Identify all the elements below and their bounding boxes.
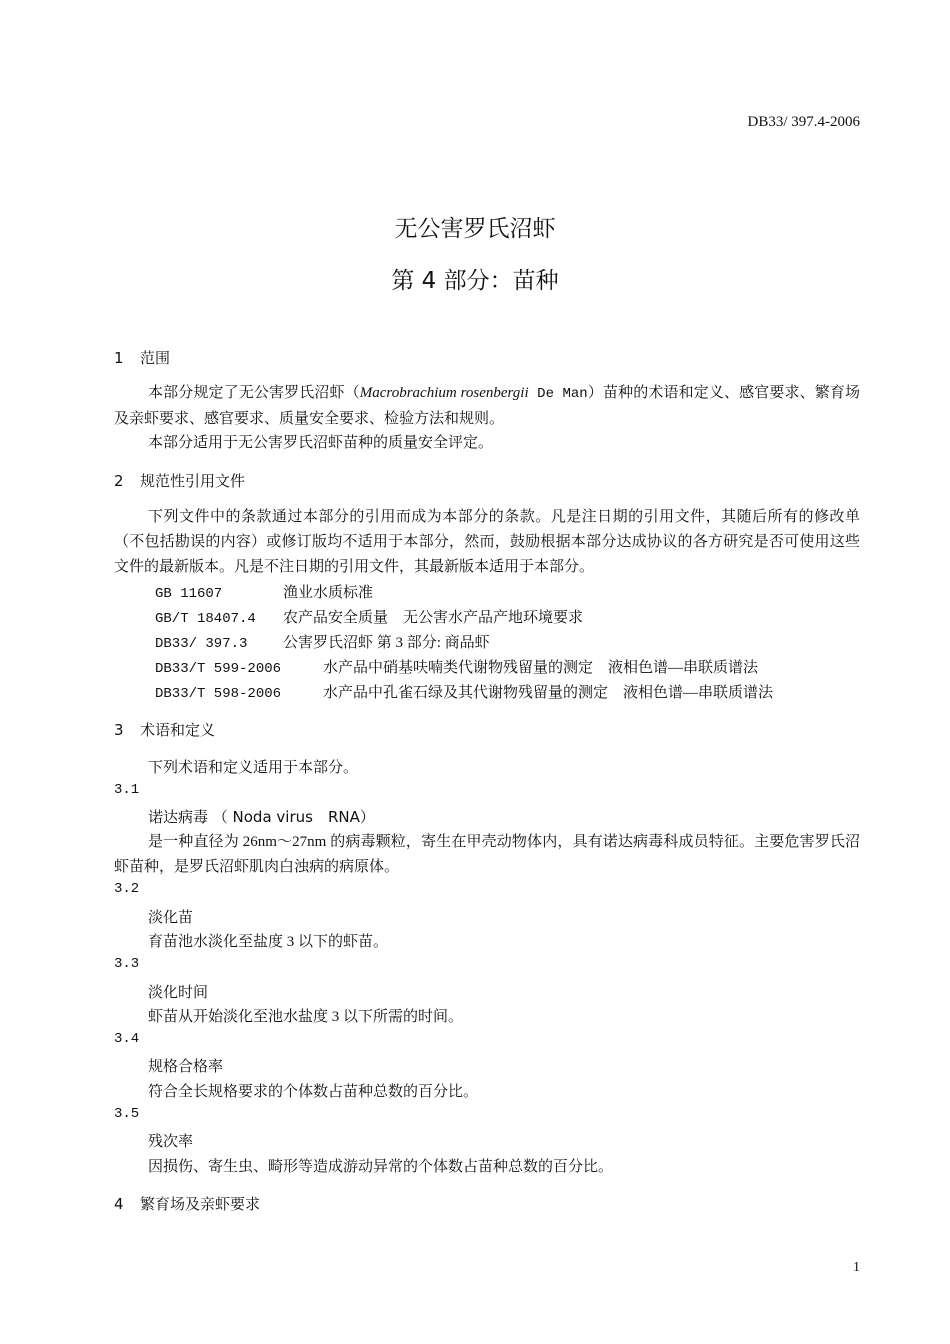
reference-item [155, 606, 583, 627]
reference-item [155, 656, 758, 677]
section-number: 1 [114, 349, 124, 367]
term-title: 规格合格率 [148, 1057, 224, 1075]
clause-number: 3.3 [114, 956, 140, 972]
reference-code: GB 11607 [155, 586, 223, 602]
reference-item [155, 631, 490, 652]
section-4-heading [114, 1193, 260, 1214]
section-2-heading [114, 470, 245, 491]
section-1-paragraph-1 [114, 381, 860, 432]
section-title: 规范性引用文件 [140, 472, 246, 490]
section-3-intro: 下列术语和定义适用于本部分。 [148, 760, 359, 776]
section-3-heading [114, 719, 215, 740]
clause-number: 3.4 [114, 1031, 140, 1047]
latin-name: Macrobrachium rosenbergii [359, 385, 529, 401]
reference-item [155, 681, 773, 702]
reference-title: 水产品中硝基呋喃类代谢物残留量的测定 液相色谱—串联质谱法 [323, 660, 759, 676]
reference-title: 水产品中孔雀石绿及其代谢物残留量的测定 液相色谱—串联质谱法 [323, 685, 774, 701]
reference-code: DB33/T 598-2006 [155, 686, 282, 702]
section-number: 3 [114, 721, 124, 739]
term-title: 淡化苗 [148, 908, 194, 926]
text-run: 本部分规定了无公害罗氏沼虾（ [148, 385, 360, 401]
clause-number: 3.5 [114, 1106, 140, 1122]
reference-code: DB33/T 599-2006 [155, 661, 282, 677]
reference-title: 渔业水质标准 [283, 585, 374, 601]
section-1-paragraph-2: 本部分适用于无公害罗氏沼虾苗种的质量安全评定。 [148, 435, 494, 451]
document-subtitle: 第 4 部分：苗种 [391, 268, 559, 294]
author-name: De Man [528, 386, 588, 402]
reference-item [155, 581, 373, 602]
reference-code: GB/T 18407.4 [155, 611, 256, 627]
document-title: 无公害罗氏沼虾 [394, 216, 556, 242]
section-number: 4 [114, 1195, 124, 1213]
section-2-paragraph: 下列文件中的条款通过本部分的引用而成为本部分的条款。凡是注日期的引用文件，其随后所有的修改单（不包括勘误的内容）或修订版均不适用于本部分，然而，鼓励根据本部分达成协议的各方研究是否可使用这些文件的最新版本。凡是不注日期的引用文件，其最新版本适用于本部分。 [114, 509, 860, 575]
text-run: ）苗种的术语和定义、感官要求、繁育场及亲虾要求、感官要求、质量安全要求、检验方法和规则。 [114, 385, 860, 427]
clause-number: 3.2 [114, 881, 140, 897]
term-title: 残次率 [148, 1132, 194, 1150]
reference-title: 公害罗氏沼虾 第 3 部分: 商品虾 [283, 635, 490, 651]
term-definition: 育苗池水淡化至盐度 3 以下的虾苗。 [148, 934, 389, 950]
term-definition: 虾苗从开始淡化至池水盐度 3 以下所需的时间。 [148, 1009, 464, 1025]
section-title: 术语和定义 [140, 721, 216, 739]
section-title: 繁育场及亲虾要求 [140, 1195, 261, 1213]
clause-number: 3.1 [114, 782, 140, 798]
document-code: DB33/ 397.4-2006 [747, 114, 860, 130]
page-number: 1 [853, 1260, 860, 1275]
term-title: 诺达病毒 （ Noda virus RNA） [148, 808, 375, 826]
reference-code: DB33/ 397.3 [155, 636, 248, 652]
section-title: 范围 [140, 349, 171, 367]
reference-title: 农产品安全质量 无公害水产品产地环境要求 [283, 610, 584, 626]
section-1-heading [114, 347, 170, 368]
term-title: 淡化时间 [148, 983, 209, 1001]
term-definition: 符合全长规格要求的个体数占苗种总数的百分比。 [148, 1084, 479, 1100]
term-definition: 因损伤、寄生虫、畸形等造成游动异常的个体数占苗种总数的百分比。 [148, 1159, 614, 1175]
term-definition: 是一种直径为 26nm～27nm 的病毒颗粒，寄生在甲壳动物体内，具有诺达病毒科成员特征。主要危害罗氏沼虾苗种，是罗氏沼虾肌肉白浊病的病原体。 [114, 834, 860, 875]
section-number: 2 [114, 472, 124, 490]
